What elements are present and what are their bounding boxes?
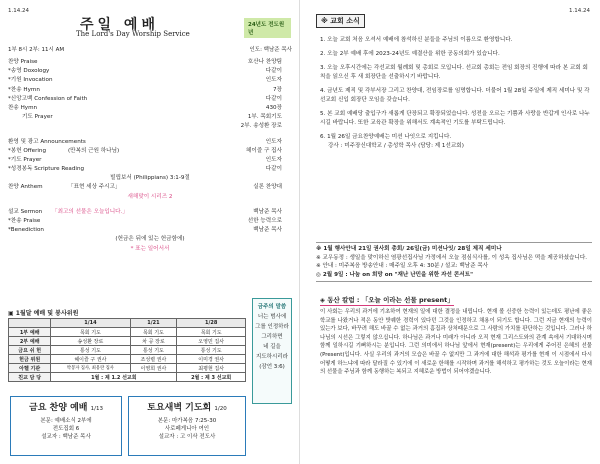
order-person: 실론 찬양대	[253, 184, 282, 191]
cell: 송성환 장로	[51, 337, 130, 346]
order-item: *봉헌 Offering	[8, 147, 47, 154]
order-row	[8, 113, 292, 122]
page-subtitle: The Lord's Day Worship Service	[76, 30, 190, 38]
sermon-title: 「최고의 선물은 오늘입니다.」	[52, 208, 128, 215]
order-person: 1부. 목회기도	[247, 114, 282, 121]
cell: 오영민 집사	[177, 337, 246, 346]
table-row	[9, 373, 246, 382]
member-news-line: ※ 교우동정 : 생일을 맞이하신 염광선집사님 가정에서 오늘 점심식사를, 이 성옥 집사님은 떡을 제공하셨습니다.	[316, 254, 588, 261]
order-row	[8, 122, 292, 131]
cell: 이영희 권사	[130, 364, 177, 373]
verse-line: 그를 인정하라	[255, 324, 289, 330]
saturday-date: 1/20	[214, 406, 227, 412]
order-row	[8, 104, 292, 113]
saturday-sub: 사로페게니아 여인	[164, 426, 210, 432]
saturday-preacher: 설교자 : 고 이삭 전도사	[158, 434, 216, 440]
friday-title-text: 금요 찬양 예배	[29, 403, 88, 413]
schedule-table	[8, 318, 246, 382]
order-person: 다같이	[265, 68, 282, 75]
order-of-worship	[8, 58, 292, 254]
left-date: 1.14.24	[8, 8, 29, 14]
order-person: 다같이	[265, 166, 282, 173]
cell: 통성 기도	[51, 346, 130, 355]
row-key: 헌금 위원	[9, 355, 51, 364]
broadcast-line: ※ 안내 : 미주복음 방송안내 : 매주일 오후 4: 30분 / 설교: 백남준 목사	[316, 263, 489, 269]
worship-header	[8, 0, 291, 56]
order-row	[8, 138, 292, 147]
order-item: *Benediction	[8, 227, 44, 234]
sermon-series: 새해맞이 시리즈 2	[127, 193, 173, 200]
cell: 통성 기도	[177, 346, 246, 355]
verse-line: 지도하시리라	[256, 354, 288, 360]
schedule-title: ▣ 1월달 예배 및 봉사위원	[8, 310, 79, 317]
order-row	[8, 58, 292, 67]
order-item: 찬송 Hymn	[8, 104, 38, 111]
cell: 2월 : 제 3 선교회	[177, 373, 246, 382]
order-row	[8, 156, 292, 165]
order-person: 430장	[265, 104, 282, 111]
row-key: 아헬 기관	[9, 364, 51, 373]
service-meta	[8, 45, 292, 53]
order-person: 백남준 목사	[253, 208, 282, 215]
year-badge: 24년도 전도원년	[244, 18, 291, 38]
friday-date: 1/13	[90, 406, 103, 412]
cell: 차 공 장로	[130, 337, 177, 346]
table-header	[9, 319, 246, 328]
right-date: 1.14.24	[569, 8, 590, 14]
church-news	[320, 36, 590, 156]
verse-title: 금주의 말씀	[257, 304, 287, 310]
cell: 이미경 권사	[177, 355, 246, 364]
order-item: 찬양 Praise	[8, 59, 38, 65]
order-item: *찬송 Hymn	[8, 86, 40, 93]
page-title: 주일 예배	[80, 17, 159, 33]
cell: 1월 : 제 1.2 선교회	[51, 373, 177, 382]
cell: 헤이즐 구 권사	[51, 355, 130, 364]
order-row	[8, 217, 292, 226]
friday-title	[16, 400, 116, 413]
news-item: 1. 오늘 교회 처음 오셔서 예배에 참석하신 분들을 주님의 이름으로 환영합니다.	[320, 37, 513, 43]
order-person: 백남준 목사	[253, 227, 282, 234]
row-key: 금요 쉬 헌	[9, 346, 51, 355]
friday-service-box	[10, 396, 122, 456]
table-row	[9, 364, 246, 373]
table-row	[9, 328, 246, 337]
verse-line: (잠언 3:6)	[259, 364, 285, 370]
order-item: 설교 Sermon	[8, 208, 43, 215]
cell: 목회 기도	[51, 328, 130, 337]
order-row	[8, 67, 292, 76]
order-row	[8, 76, 292, 85]
offering-note: (헌금은 뒤에 있는 헌금함에)	[115, 236, 185, 243]
order-item: *송영 Doxology	[8, 68, 50, 75]
order-person: 헤이즐 구 집사	[246, 147, 282, 154]
order-row	[8, 95, 292, 104]
order-person: 인도자	[265, 138, 282, 145]
order-item: *성경봉독 Scripture Reading	[8, 166, 85, 173]
weekly-verse-box	[252, 298, 292, 404]
concert-line: ◎ 2월 9일 : 나눔 on 희망 on "재난 난민을 위한 자선 콘서트"	[316, 271, 474, 278]
header-cell: 1/14	[51, 319, 130, 328]
order-item: *기원 Invocation	[8, 77, 53, 84]
event-line: ※ 1월 행사안내 21일 권사회 총회/ 26일(금) 미션나잇/ 28일 제직 세미나	[316, 246, 502, 252]
saturday-service-box	[128, 396, 246, 456]
news-item: 6. 1월 26일 금요찬양예배는 미션 나잇으로 지킵니다.	[320, 134, 452, 140]
header-cell: 1/21	[130, 319, 177, 328]
saturday-title-text: 토요새벽 기도회	[147, 403, 212, 413]
order-item: *신앙고백 Confession of Faith	[8, 95, 88, 102]
saturday-text: 본문: 마가복음 7:25-30	[157, 418, 217, 424]
cell: 최평현 집사	[177, 364, 246, 373]
order-person: 호산나 찬양팀	[247, 59, 282, 65]
order-row	[8, 86, 292, 95]
order-row	[8, 147, 292, 156]
news-item: 5. 본 교회 예배당 출입구가 새롭게 단장되고 확장되었습니다. 성전을 오르는 기쁨과 사랑을 반갑게 인사로 나누시길 바랍니다. 또한 교육관 확장을 위해서도 계속적인 기도를 부탁드립니다.	[320, 111, 590, 126]
saturday-title	[134, 400, 240, 413]
verse-line: 그리하면	[261, 334, 283, 340]
announcement-strip	[316, 242, 592, 282]
anthem-row	[8, 183, 292, 192]
cell: 목회 기도	[177, 328, 246, 337]
stand-note: * 표는 일어서서	[130, 245, 170, 252]
order-person: 다같이	[265, 95, 282, 102]
cell: 박봉자 집사, 최용란 집사	[51, 364, 130, 373]
friday-text: 본문: 예배소식 2부에	[40, 418, 92, 424]
service-leader: 인도: 백남준 목사	[249, 47, 292, 53]
row-key: 1부 예배	[9, 328, 51, 337]
cell: 조성렬 권사	[130, 355, 177, 364]
table-row	[9, 337, 246, 346]
news-item: 4. 금년도 제직 및 각부서장 그리고 찬양대, 전임장로를 임명합니다. 더불어 1월 28일 주일에 제직 세미나 및 각 선교회 신입 회장단 모임을 갖습니다.	[320, 88, 590, 103]
header-cell	[9, 319, 51, 328]
order-row	[8, 165, 292, 174]
friday-preacher: 설교자 : 백남준 목사	[41, 434, 91, 440]
order-person: 2부. 송성환 장로	[240, 123, 282, 130]
order-item: 기도 Prayer	[22, 114, 53, 121]
order-person: 7장	[273, 86, 282, 93]
news-item: 2. 오늘 2부 예배 후에 2023-24년도 예결산을 위한 공동의회가 있습니다.	[320, 51, 500, 57]
header-cell: 1/28	[177, 319, 246, 328]
order-person: 인도자	[265, 156, 282, 163]
verse-line: 너는 범사에	[257, 314, 287, 320]
row-key: 친교 담 당	[9, 373, 51, 382]
order-row	[8, 226, 292, 235]
news-item: 3. 오늘 오후시간에는 각선교회 월례회 및 총회로 모입니다. 선교회 총회는 전임 회장의 진행에 따라 본 교회 회칙을 읽으신 후 새 회장단을 선출하시기 바랍니다.	[320, 65, 588, 80]
church-news-heading: ※ 교회 소식	[316, 14, 365, 28]
scripture-ref: 빌립보서 (Philippians) 3:1-9절	[110, 175, 190, 182]
order-item: 찬양 Anthem	[8, 184, 43, 191]
column-body: 이 사회는 우리의 과거에 기초하여 현재의 일에 대한 결정을 내립니다. 현재 볼 신중한 능력이 있는데도 평난에 좋은 학교를 나왔거나 적은 동안 밧퀘한 경력이 있다던 그것을 인정하고 채용이 되기도 합니다. 그런 지금 현재의 능력이 있는가 보다, 바꾸려 해도 바꿀 수 없는 과거의 흠집과 상처때문으로 그 사람의 가치를 판단하는 것입니다. 그러나 하나님의 시선은 그렇지 않으십니다. 하나님은 과거나 미래가 아니라 오직 현재 그리스도와의 관계 속에서 기대하시며 함께 일하시길 기뻐하시는 분입니다. 그런 의미에서 하나님 앞에서 현재(present)는 우리에게 주어진 은혜의 선물(Present)입니다. 사실 우리의 과거의 모습은 바꿀 수 없지만 그 과거에 대한 해석과 평가를 현재 이 시점에서 다시 어떻게 하느냐에 따라 달라질 수 있기에 이 새로운 한해를 시작하며 과거를 해석하고 평가하는 것도 오늘이라는 현재의 선물을 주님과 함께 동행하는 복되고 지혜로운 방법이 되어야겠습니다.	[320, 309, 592, 376]
sermon-row	[8, 208, 292, 217]
anthem-title: 「표현 세상 주시고」	[68, 184, 121, 191]
order-item: *기도 Prayer	[8, 156, 42, 163]
order-person: 인도자	[265, 77, 282, 84]
news-item: 강사 : 미주장신대학교 / 총성학 목사 (담당: 제 1선교회)	[328, 143, 464, 149]
order-person: 선한 능력으로	[247, 218, 282, 224]
verse-line: 네 길을	[263, 344, 281, 350]
order-item: *찬송 Praise	[8, 218, 41, 224]
row-key: 2부 예배	[9, 337, 51, 346]
column-heading: ◈ 동산 칼럼 : 「오늘 이라는 선물 present」	[320, 296, 454, 304]
cell: 목회 기도	[130, 328, 177, 337]
table-row	[9, 355, 246, 364]
table-row	[9, 346, 246, 355]
cell: 통성 기도	[130, 346, 177, 355]
friday-sub: 전도집회 6	[52, 426, 80, 432]
service-time: 1부 8시 2부: 11시 AM	[8, 47, 65, 53]
order-note: (만복의 근원 하나님)	[68, 147, 120, 154]
order-item: 환영 및 광고 Announcements	[8, 138, 86, 145]
